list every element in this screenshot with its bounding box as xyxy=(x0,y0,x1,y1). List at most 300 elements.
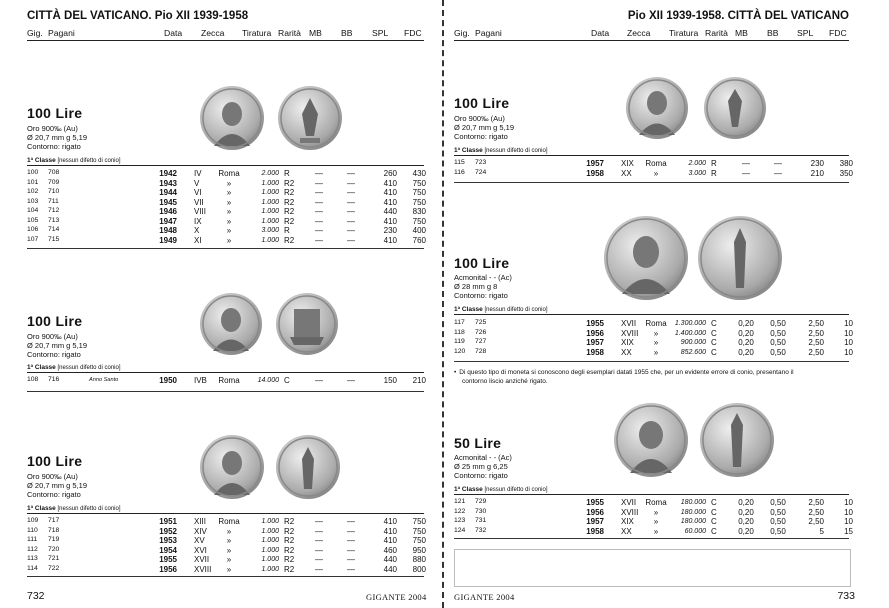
table-row xyxy=(454,347,853,358)
table-row xyxy=(27,198,424,208)
col-zecca: Zecca xyxy=(201,28,225,38)
cell-n2: 709 xyxy=(48,178,60,186)
cell-n1: 118 xyxy=(454,328,465,336)
cell-ro: XVIII xyxy=(194,564,212,574)
cell-year: 1958 xyxy=(586,526,604,536)
col-fdc: FDC xyxy=(829,28,847,38)
table-row xyxy=(27,188,424,198)
coin-table xyxy=(454,319,853,357)
cell-year: 1947 xyxy=(159,216,177,226)
col-gig: Gig. xyxy=(454,28,470,38)
table-row xyxy=(27,207,424,217)
cell-mb: — xyxy=(315,555,323,564)
cell-zecca: » xyxy=(226,178,232,188)
cell-mb: 0,20 xyxy=(738,498,754,507)
cell-zecca: » xyxy=(226,564,232,574)
cell-zecca: » xyxy=(653,526,659,536)
cell-rar: C xyxy=(711,319,717,328)
cell-year: 1943 xyxy=(159,178,177,188)
cell-fdc: 10 xyxy=(844,347,853,357)
cell-zecca: Roma xyxy=(645,498,667,507)
table-row xyxy=(454,338,853,348)
cell-rar: C xyxy=(284,376,290,385)
cell-n1: 114 xyxy=(27,564,38,572)
cell-n1: 110 xyxy=(27,526,38,534)
cell-spl: 230 xyxy=(383,226,397,235)
table-row xyxy=(27,565,424,575)
cell-n2: 732 xyxy=(475,526,487,534)
section-spec: Oro 900‰ (Au) Ø 20,7 mm g 5,19 Contorno: rigato xyxy=(27,472,88,499)
cell-rar: R2 xyxy=(284,517,295,526)
cell-ro: XVIII xyxy=(621,507,639,517)
table-row xyxy=(454,319,853,329)
cell-zecca: » xyxy=(226,545,232,555)
cell-bb: 0,50 xyxy=(770,507,786,517)
section-spec: Oro 900‰ (Au) Ø 20,7 mm g 5,19 Contorno: rigato xyxy=(27,332,88,359)
page-number: 732 xyxy=(27,590,45,602)
table-row xyxy=(454,507,853,518)
cell-tir: 180.000 xyxy=(680,499,706,506)
cell-fdc: 750 xyxy=(412,188,426,197)
cell-spl: 410 xyxy=(383,526,397,536)
cell-mb: 0,20 xyxy=(738,338,754,347)
coin-obverse-icon xyxy=(604,216,688,300)
cell-bb: 0,50 xyxy=(770,338,786,347)
cell-rar: R xyxy=(284,226,290,235)
cell-tir: 1.000 xyxy=(261,179,279,187)
cell-mb: 0,20 xyxy=(738,328,754,338)
table-rule xyxy=(27,391,424,392)
table-rule xyxy=(454,361,849,362)
cell-spl: 2,50 xyxy=(808,328,824,338)
cell-year: 1958 xyxy=(586,347,604,357)
cell-zecca: » xyxy=(653,168,659,178)
classe-label: 1ª Classe [nessun difetto di conio] xyxy=(454,147,849,156)
cell-n1: 111 xyxy=(27,536,38,543)
coin-table xyxy=(454,159,853,178)
section-spec: Acmonital - - (Ac) Ø 28 mm g 8 Contorno: rigato xyxy=(454,273,512,300)
cell-mb: — xyxy=(742,168,750,178)
cell-mb: — xyxy=(315,207,323,216)
cell-ro: XVII xyxy=(621,498,637,507)
cell-rar: C xyxy=(711,507,717,517)
cell-spl: 2,50 xyxy=(808,347,824,357)
cell-tir: 1.000 xyxy=(261,556,279,563)
cell-bb: — xyxy=(347,197,355,207)
cell-ro: XIX xyxy=(621,517,634,526)
coin-obverse-icon xyxy=(200,293,262,355)
coin-table xyxy=(27,376,424,386)
cell-ro: XV xyxy=(194,536,205,545)
cell-n2: 730 xyxy=(475,507,487,515)
cell-bb: — xyxy=(347,517,355,526)
section-title: 100 Lire xyxy=(27,453,83,469)
cell-mb: — xyxy=(315,188,323,197)
cell-year: 1957 xyxy=(586,338,604,347)
cell-fdc: 10 xyxy=(844,498,853,507)
cell-spl: 2,50 xyxy=(808,498,824,507)
cell-bb: — xyxy=(347,545,355,555)
cell-rar: C xyxy=(711,328,717,338)
coin-table xyxy=(27,169,424,245)
coin-reverse-icon xyxy=(276,293,338,355)
col-mb: MB xyxy=(309,28,322,38)
cell-rar: R2 xyxy=(284,526,295,536)
column-header xyxy=(454,26,849,41)
cell-year: 1955 xyxy=(586,319,604,328)
cell-zecca: » xyxy=(226,197,232,207)
table-row xyxy=(454,159,853,169)
cell-tir: 1.000 xyxy=(261,198,279,206)
cell-spl: 2,50 xyxy=(808,338,824,347)
cell-tir: 1.000 xyxy=(261,518,279,525)
cell-spl: 230 xyxy=(810,159,824,168)
table-row xyxy=(27,179,424,189)
cell-spl: 2,50 xyxy=(808,517,824,526)
cell-bb: — xyxy=(347,226,355,235)
cell-n2: 720 xyxy=(48,545,60,553)
cell-fdc: 10 xyxy=(844,517,853,526)
cell-rar: R2 xyxy=(284,555,295,564)
cell-rar: R2 xyxy=(284,536,295,545)
col-spl: SPL xyxy=(372,28,389,38)
cell-year: 1951 xyxy=(159,517,177,526)
section-spec: Oro 900‰ (Au) Ø 20,7 mm g 5,19 Contorno: rigato xyxy=(454,114,515,141)
cell-n1: 124 xyxy=(454,526,466,534)
section-title: 100 Lire xyxy=(454,95,510,111)
cell-rar: R2 xyxy=(284,207,295,216)
cell-n2: 714 xyxy=(48,226,60,233)
cell-fdc: 15 xyxy=(844,526,853,536)
table-row xyxy=(27,555,424,565)
cell-rar: R2 xyxy=(284,235,295,245)
cell-year: 1958 xyxy=(586,168,604,178)
cell-rar: C xyxy=(711,517,717,526)
cell-spl: 150 xyxy=(383,376,397,385)
cell-n2: 728 xyxy=(475,347,487,355)
cell-n1: 120 xyxy=(454,347,466,355)
footnote: • Di questo tipo di moneta si conoscono degli esemplari datati 1955 che, per un evidente errore di conio, presentano il contorno liscio anziché rigato. xyxy=(454,369,794,385)
cell-n2: 710 xyxy=(48,188,60,195)
cell-fdc: 760 xyxy=(412,235,426,245)
section-spec: Acmonital - - (Ac) Ø 25 mm g 6,25 Contorno: rigato xyxy=(454,453,512,480)
col-spl: SPL xyxy=(797,28,814,38)
cell-bb: — xyxy=(347,216,355,226)
cell-n1: 101 xyxy=(27,178,39,186)
cell-fdc: 750 xyxy=(412,197,426,207)
cell-bb: — xyxy=(347,555,355,564)
cell-tir: 1.000 xyxy=(261,189,279,196)
cell-n1: 113 xyxy=(27,555,38,562)
table-rule xyxy=(454,182,849,183)
cell-mb: — xyxy=(315,178,323,188)
cell-spl: 260 xyxy=(383,169,397,178)
cell-year: 1955 xyxy=(586,498,604,507)
cell-n1: 105 xyxy=(27,216,39,224)
cell-year: 1954 xyxy=(159,545,177,555)
classe-label: 1ª Classe [nessun difetto di conio] xyxy=(27,157,424,166)
cell-n2: 721 xyxy=(48,555,60,562)
table-row xyxy=(27,236,424,246)
cell-n1: 116 xyxy=(454,168,465,176)
cell-n2: 715 xyxy=(48,235,60,243)
cell-year: 1944 xyxy=(159,188,177,197)
col-pagani: Pagani xyxy=(48,28,75,38)
section-title: 50 Lire xyxy=(454,435,502,451)
table-row xyxy=(454,498,853,508)
cell-bb: — xyxy=(347,536,355,545)
cell-ro: IX xyxy=(194,216,202,226)
cell-tir: 3.000 xyxy=(261,227,279,234)
cell-ro: X xyxy=(194,226,200,235)
classe-label: 1ª Classe [nessun difetto di conio] xyxy=(454,486,849,495)
table-row xyxy=(454,526,853,537)
cell-ro: XVIII xyxy=(621,328,639,338)
cell-rar: R2 xyxy=(284,216,295,226)
cell-ro: XIV xyxy=(194,526,207,536)
cell-n1: 115 xyxy=(454,159,465,166)
cell-spl: 2,50 xyxy=(808,507,824,517)
cell-spl: 440 xyxy=(383,555,397,564)
cell-spl: 5 xyxy=(819,526,824,536)
cell-year: 1957 xyxy=(586,517,604,526)
empty-box xyxy=(454,549,851,587)
cell-bb: — xyxy=(347,178,355,188)
cell-spl: 410 xyxy=(383,188,397,197)
col-bb: BB xyxy=(341,28,353,38)
coin-reverse-icon xyxy=(698,216,782,300)
cell-n2: 711 xyxy=(48,197,59,205)
left-page xyxy=(0,0,440,608)
cell-year: 1949 xyxy=(159,235,177,245)
cell-zecca: » xyxy=(226,526,232,536)
cell-n1: 117 xyxy=(454,319,465,326)
table-row xyxy=(27,169,424,179)
cell-n1: 106 xyxy=(27,226,39,233)
cell-spl: 410 xyxy=(383,536,397,545)
cell-ro: XIII xyxy=(194,517,207,526)
cell-n2: 731 xyxy=(475,517,487,524)
cell-n2: 726 xyxy=(475,328,487,336)
cell-zecca: » xyxy=(653,347,659,357)
cell-rar: C xyxy=(711,526,717,536)
cell-n1: 121 xyxy=(454,498,466,505)
cell-zecca: » xyxy=(653,517,659,526)
cell-tir: 852.600 xyxy=(680,348,706,356)
coin-table xyxy=(454,498,853,536)
cell-ro: XVII xyxy=(194,555,210,564)
cell-fdc: 10 xyxy=(844,319,853,328)
col-data: Data xyxy=(591,28,610,38)
cell-tir: 180.000 xyxy=(680,508,706,516)
cell-fdc: 750 xyxy=(412,178,426,188)
col-zecca: Zecca xyxy=(627,28,651,38)
table-row xyxy=(454,168,853,179)
cell-n1: 109 xyxy=(27,517,39,524)
col-mb: MB xyxy=(735,28,748,38)
cell-n1: 103 xyxy=(27,197,39,205)
cell-spl: 210 xyxy=(810,168,824,178)
cell-year: 1956 xyxy=(159,564,177,574)
col-bb: BB xyxy=(767,28,779,38)
cell-zecca: » xyxy=(226,216,232,226)
cell-n2: 723 xyxy=(475,159,487,166)
cell-n2: 717 xyxy=(48,517,60,524)
cell-mb: — xyxy=(315,216,323,226)
cell-tir: 2.000 xyxy=(261,170,279,177)
cell-rar: R xyxy=(284,169,290,178)
cell-ro: IV xyxy=(194,169,202,178)
cell-tir: 14.000 xyxy=(257,377,279,384)
section-title: 100 Lire xyxy=(27,105,83,121)
page-title: Pio XII 1939-1958. CITTÀ DEL VATICANO xyxy=(627,10,849,22)
cell-rar: C xyxy=(711,498,717,507)
cell-year: 1956 xyxy=(586,328,604,338)
cell-rar: C xyxy=(711,338,717,347)
cell-n2: 725 xyxy=(475,319,487,326)
footer-label: GIGANTE 2004 xyxy=(366,592,427,602)
cell-fdc: 800 xyxy=(412,564,426,574)
cell-spl: 410 xyxy=(383,517,397,526)
page-divider xyxy=(442,0,444,608)
cell-tir: 1.000 xyxy=(261,565,279,573)
cell-zecca: Roma xyxy=(645,319,667,328)
cell-bb: — xyxy=(347,564,355,574)
coin-reverse-icon xyxy=(276,435,340,499)
cell-tir: 60.000 xyxy=(684,527,706,535)
classe-label: 1ª Classe [nessun difetto di conio] xyxy=(27,505,424,514)
table-row xyxy=(27,517,424,527)
cell-fdc: 830 xyxy=(412,207,426,216)
cell-rar: R xyxy=(711,168,717,178)
cell-fdc: 880 xyxy=(412,555,426,564)
cell-mb: 0,20 xyxy=(738,526,754,536)
cell-ro: XIX xyxy=(621,338,634,347)
cell-n2: 716 xyxy=(48,376,60,383)
cell-ro: VI xyxy=(194,188,202,197)
cell-zecca: » xyxy=(653,507,659,517)
cell-tir: 1.400.000 xyxy=(674,329,706,337)
cell-rar: R2 xyxy=(284,178,295,188)
cell-ro: XVII xyxy=(621,319,637,328)
cell-zecca: » xyxy=(226,188,232,197)
cell-fdc: 10 xyxy=(844,328,853,338)
table-row xyxy=(454,517,853,527)
cell-n1: 104 xyxy=(27,207,39,214)
col-tiratura: Tiratura xyxy=(242,28,272,38)
table-row xyxy=(27,376,424,386)
cell-spl: 2,50 xyxy=(808,319,824,328)
cell-mb: — xyxy=(315,564,323,574)
cell-tir: 1.000 xyxy=(261,537,279,544)
coin-table xyxy=(27,517,424,574)
cell-year: 1953 xyxy=(159,536,177,545)
table-row xyxy=(27,527,424,537)
cell-fdc: 750 xyxy=(412,216,426,226)
cell-ro: XI xyxy=(194,235,202,245)
classe-label: 1ª Classe [nessun difetto di conio] xyxy=(27,364,424,373)
cell-tir: 3.000 xyxy=(688,169,706,177)
cell-mb: 0,20 xyxy=(738,347,754,357)
table-row xyxy=(454,328,853,339)
cell-ro: VIII xyxy=(194,207,207,216)
cell-tir: 180.000 xyxy=(680,518,706,525)
cell-bb: — xyxy=(774,168,782,178)
col-gig: Gig. xyxy=(27,28,43,38)
cell-zecca: Roma xyxy=(218,376,240,385)
cell-rar: R xyxy=(711,159,717,168)
cell-zecca: » xyxy=(653,328,659,338)
table-row xyxy=(27,226,424,236)
col-rarita: Rarità xyxy=(278,28,301,38)
cell-n1: 123 xyxy=(454,517,466,524)
col-rarita: Rarità xyxy=(705,28,728,38)
cell-n2: 729 xyxy=(475,498,487,505)
cell-n2: 724 xyxy=(475,168,487,176)
cell-ro: IVB xyxy=(194,376,207,385)
footer-label: GIGANTE 2004 xyxy=(454,592,515,602)
cell-n1: 112 xyxy=(27,545,38,553)
cell-spl: 410 xyxy=(383,178,397,188)
cell-year: 1945 xyxy=(159,197,177,207)
cell-year: 1950 xyxy=(159,376,177,385)
cell-rar: R2 xyxy=(284,197,295,207)
cell-spl: 460 xyxy=(383,545,397,555)
cell-ro: XX xyxy=(621,347,632,357)
cell-mb: — xyxy=(315,376,323,385)
cell-mb: 0,20 xyxy=(738,517,754,526)
cell-note: Anno Santo xyxy=(89,377,119,383)
table-rule xyxy=(27,576,424,577)
col-pagani: Pagani xyxy=(475,28,502,38)
cell-bb: — xyxy=(347,526,355,536)
cell-tir: 900.000 xyxy=(680,339,706,346)
table-rule xyxy=(27,248,424,249)
cell-ro: XVI xyxy=(194,545,207,555)
cell-ro: XX xyxy=(621,168,632,178)
cell-bb: — xyxy=(347,376,355,385)
cell-year: 1942 xyxy=(159,169,177,178)
cell-tir: 1.000 xyxy=(261,217,279,225)
cell-tir: 1.000 xyxy=(261,208,279,215)
cell-year: 1948 xyxy=(159,226,177,235)
cell-n1: 100 xyxy=(27,169,39,176)
column-header xyxy=(27,26,424,41)
cell-fdc: 350 xyxy=(839,168,853,178)
cell-zecca: » xyxy=(226,536,232,545)
cell-ro: VII xyxy=(194,197,204,207)
cell-bb: — xyxy=(347,169,355,178)
cell-rar: R2 xyxy=(284,188,295,197)
cell-spl: 410 xyxy=(383,235,397,245)
cell-mb: — xyxy=(315,235,323,245)
cell-mb: — xyxy=(315,545,323,555)
cell-tir: 1.000 xyxy=(261,546,279,554)
cell-fdc: 750 xyxy=(412,517,426,526)
cell-bb: 0,50 xyxy=(770,319,786,328)
cell-year: 1957 xyxy=(586,159,604,168)
cell-fdc: 10 xyxy=(844,338,853,347)
classe-label: 1ª Classe [nessun difetto di conio] xyxy=(454,306,849,315)
page-number: 733 xyxy=(837,590,855,602)
table-row xyxy=(27,536,424,546)
cell-tir: 1.300.000 xyxy=(674,320,706,327)
cell-rar: R2 xyxy=(284,564,295,574)
cell-mb: — xyxy=(315,526,323,536)
cell-bb: 0,50 xyxy=(770,347,786,357)
cell-fdc: 430 xyxy=(412,169,426,178)
cell-n1: 119 xyxy=(454,338,465,345)
